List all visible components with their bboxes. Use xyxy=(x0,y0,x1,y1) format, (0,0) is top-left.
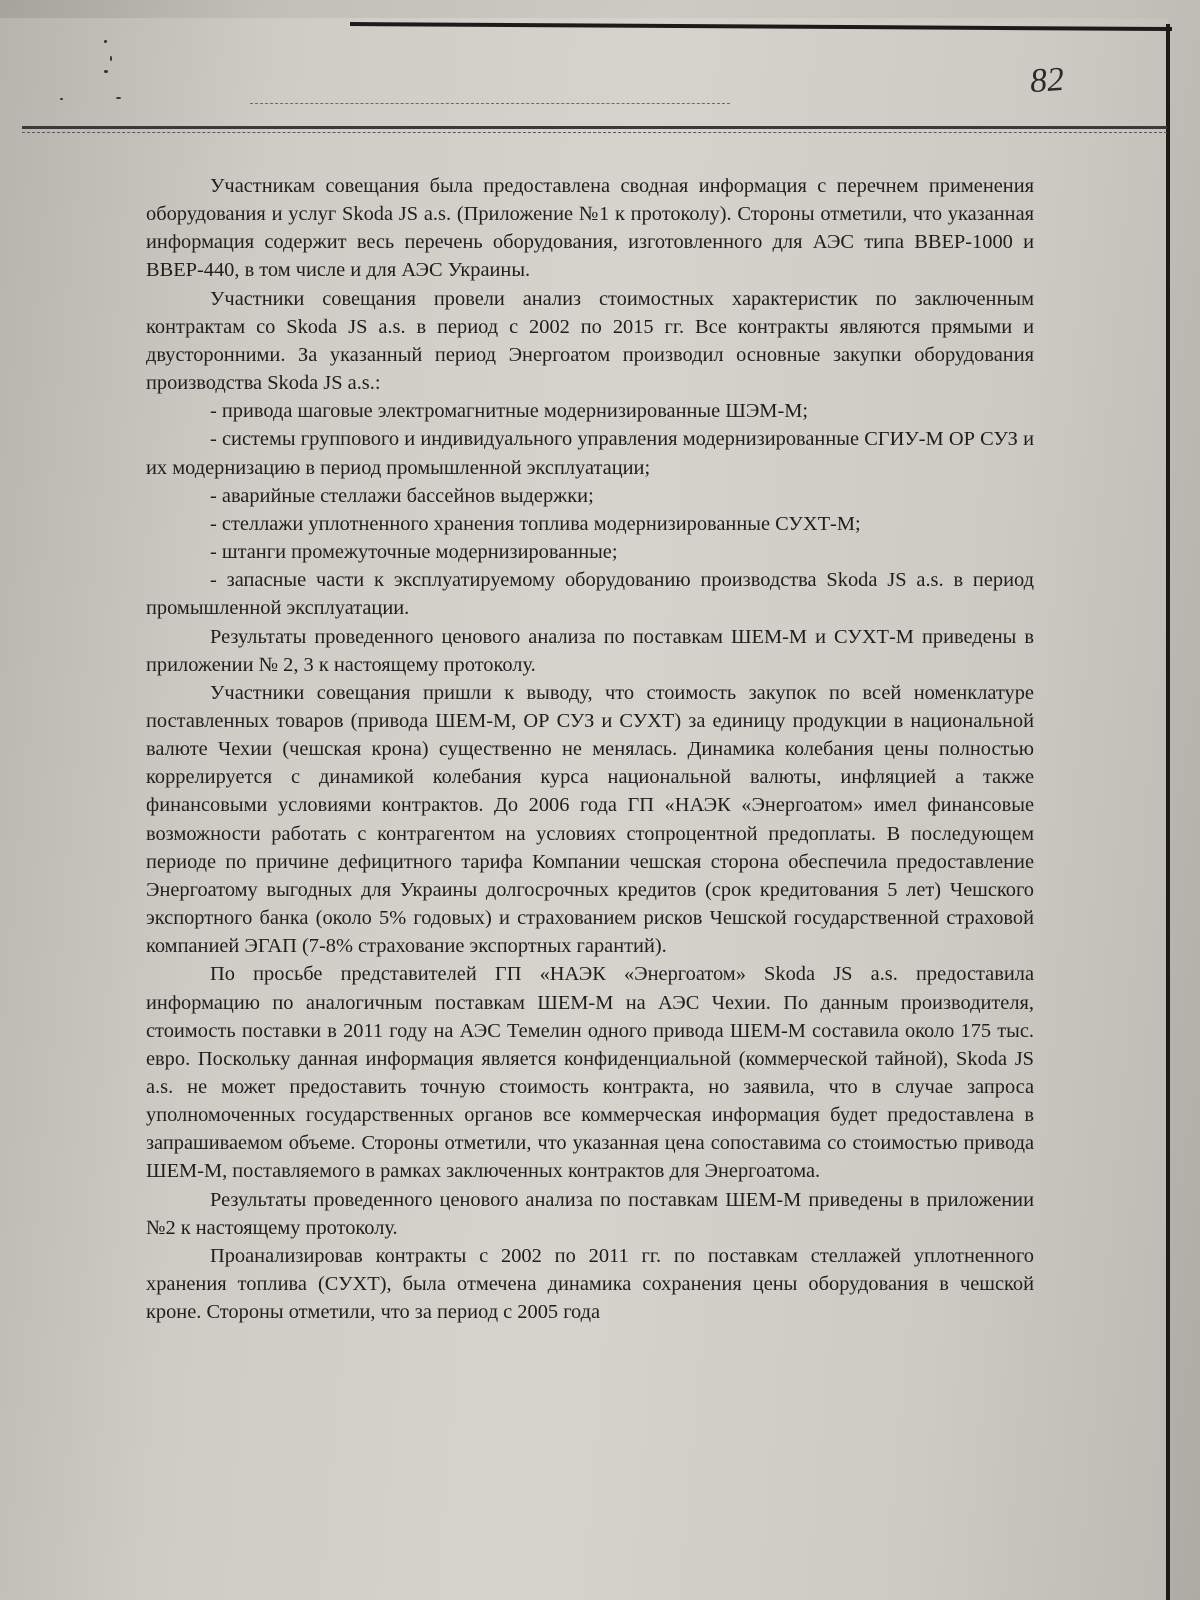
list-item: - штанги промежуточные модернизированные; xyxy=(210,541,618,564)
header-rule xyxy=(22,126,1167,129)
page-number: 82 xyxy=(1028,60,1066,101)
list-item: - привода шаговые электромагнитные модернизированные ШЭМ-М; xyxy=(210,400,809,423)
paragraph: Участникам совещания была предоставлена сводная информация с перечнем применения оборудования и услуг Skoda JS a.s. (Приложение №1 к протоколу). Стороны отметили, что указанная информация содержит весь перечень оборудования, изготовленного для АЭС типа ВВЕР-1000 и ВВЕР-440, в том числе и для АЭС Украины. xyxy=(146,175,1034,282)
header-dashed-rule xyxy=(250,103,730,104)
header-rule-dashed xyxy=(22,132,1167,133)
speck xyxy=(110,56,112,61)
list-item: - запасные части к эксплуатируемому оборудованию производства Skoda JS a.s. в период промышленной эксплуатации. xyxy=(146,569,1034,620)
list-item: - аварийные стеллажи бассейнов выдержки; xyxy=(210,484,594,507)
speck xyxy=(104,70,108,73)
paragraph: По просьбе представителей ГП «НАЭК «Энергоатом» Skoda JS a.s. предоставила информацию по аналогичным поставкам ШЕМ-М на АЭС Чехии. По данным производителя, стоимость поставки в 2011 году на АЭС Темелин одного привода ШЕМ-М составила около 175 тыс. евро. Поскольку данная информация является конфиденциальной (коммерческой тайной), Skoda JS a.s. не может предоставить точную стоимость контракта, но заявила, что в случае запроса уполномоченных государственных органов все коммерческая информация будет предоставлена в запрашиваемом объеме. Стороны отметили, что указанная цена сопоставима со стоимостью привода ШЕМ-М, поставляемого в рамках заключенных контрактов для Энергоатома. xyxy=(146,963,1034,1183)
paragraph: Проанализировав контракты с 2002 по 2011 гг. по поставкам стеллажей уплотненного хранения топлива (СУХТ), была отмечена динамика сохранения цены оборудования в чешской кроне. Стороны отметили, что за период с 2005 года xyxy=(146,1244,1034,1324)
paragraph: Результаты проведенного ценового анализа по поставкам ШЕМ-М и СУХТ-М приведены в приложении № 2, 3 к настоящему протоколу. xyxy=(146,625,1034,676)
speck xyxy=(104,40,107,43)
paragraph: Участники совещания провели анализ стоимостных характеристик по заключенным контрактам со Skoda JS a.s. в период с 2002 по 2015 гг. Все контракты являются прямыми и двусторонними. За указанный период Энергоатом производил основные закупки оборудования производства Skoda JS a.s.: xyxy=(146,287,1034,395)
list-item: - системы группового и индивидуального управления модернизированные СГИУ-М ОР СУЗ и их модернизацию в период промышленной эксплуатации; xyxy=(146,428,1034,479)
speck xyxy=(116,97,121,99)
speck xyxy=(60,98,63,100)
list-item: - стеллажи уплотненного хранения топлива модернизированные СУХТ-М; xyxy=(210,512,861,535)
paragraph: Результаты проведенного ценового анализа по поставкам ШЕМ-М приведены в приложении №2 к настоящему протоколу. xyxy=(146,1188,1034,1239)
document-body xyxy=(146,172,1034,1326)
paragraph: Участники совещания пришли к выводу, что стоимость закупок по всей номенклатуре поставленных товаров (привода ШЕМ-М, ОР СУЗ и СУХТ) за единицу продукции в национальной валюте Чехии (чешская крона) существенно не менялась. Динамика колебания цены полностью коррелируется с динамикой колебания курса национальной валюты, инфляцией а также финансовыми условиями контрактов. До 2006 года ГП «НАЭК «Энергоатом» имел финансовые возможности работать с контрагентом на условиях стопроцентной предоплаты. В последующем периоде по причине дефицитного тарифа Компании чешская сторона обеспечила предоставление Энергоатому выгодных для Украины долгосрочных кредитов (срок кредитования 5 лет) Чешского экспортного банка (около 5% годовых) и страхованием рисков Чешской государственной страховой компанией ЭГАП (7-8% страхование экспортных гарантий). xyxy=(146,681,1034,958)
frame-right-border xyxy=(1166,24,1170,1600)
